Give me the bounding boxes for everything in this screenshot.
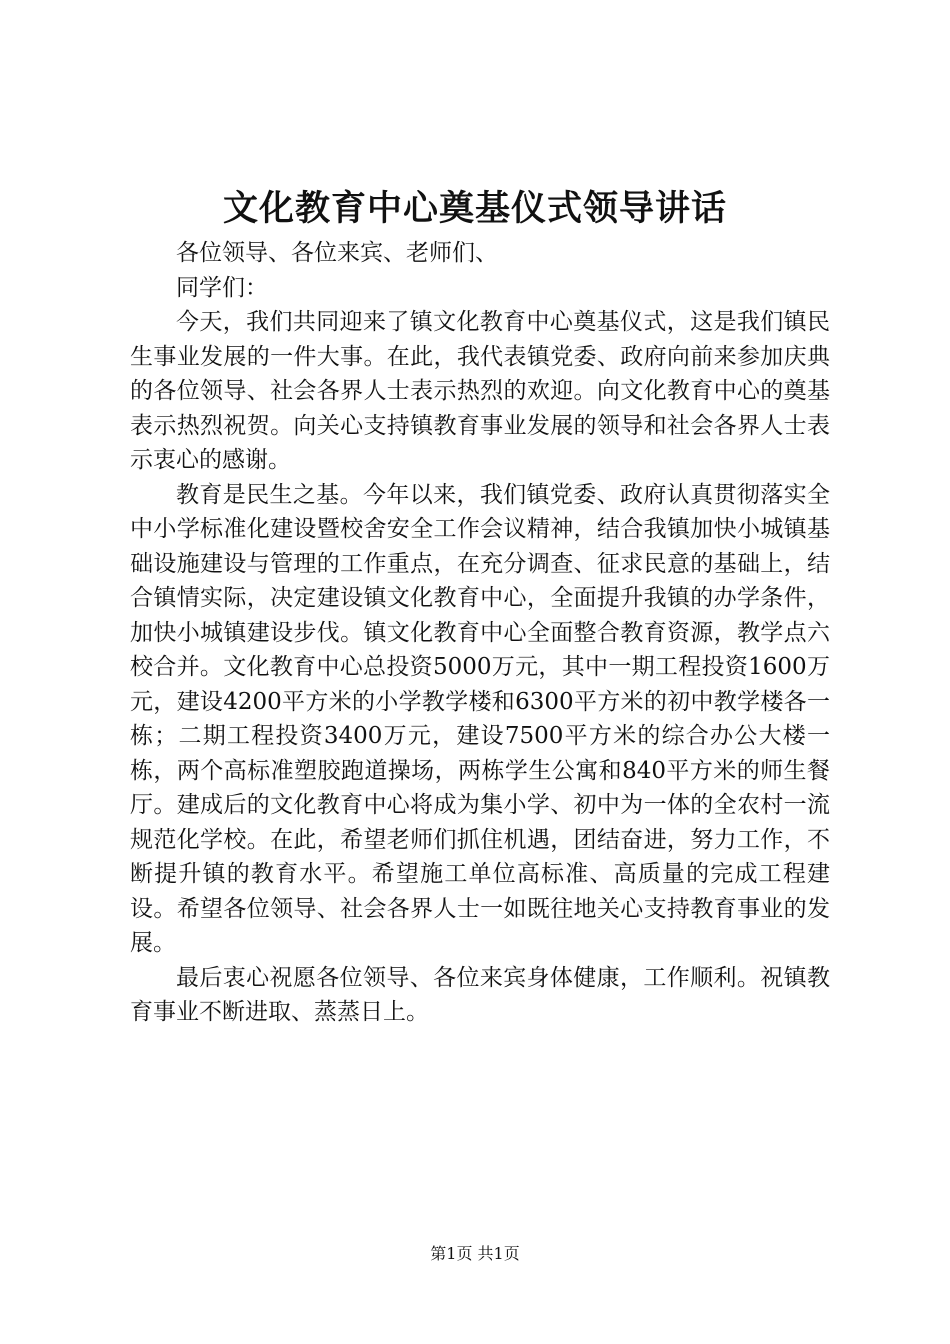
page-footer: 第1页 共1页 <box>430 1244 520 1263</box>
document-title: 文化教育中心奠基仪式领导讲话 <box>222 188 727 229</box>
salutation-line-1: 各位领导、各位来宾、老师们、 <box>176 240 498 266</box>
document-body <box>130 236 830 1030</box>
paragraph-education: 教育是民生之基。今年以来，我们镇党委、政府认真贯彻落实全中小学标准化建设暨校舍安全工作会议精神，结合我镇加快小城镇基础设施建设与管理的工作重点，在充分调查、征求民意的基础上，结合镇情实际，决定建设镇文化教育中心，全面提升我镇的办学条件，加快小城镇建设步伐。镇文化教育中心全面整合教育资源，教学点六校合并。文化教育中心总投资5000万元，其中一期工程投资1600万元，建设4200平方米的小学教学楼和6300平方米的初中教学楼各一栋；二期工程投资3400万元，建设7500平方米的综合办公大楼一栋，两个高标准塑胶跑道操场，两栋学生公寓和840平方米的师生餐厅。建成后的文化教育中心将成为集小学、初中为一体的全农村一流规范化学校。在此，希望老师们抓住机遇，团结奋进，努力工作，不断提升镇的教育水平。希望施工单位高标准、高质量的完成工程建设。希望各位领导、社会各界人士一如既往地关心支持教育事业的发展。 <box>130 481 830 956</box>
paragraph-welcome: 今天，我们共同迎来了镇文化教育中心奠基仪式，这是我们镇民生事业发展的一件大事。在此，我代表镇党委、政府向前来参加庆典的各位领导、社会各界人士表示热烈的欢迎。向文化教育中心的奠基表示热烈祝贺。向关心支持镇教育事业发展的领导和社会各界人士表示衷心的感谢。 <box>130 309 830 473</box>
salutation-line-2: 同学们： <box>176 274 268 301</box>
paragraph-closing: 最后衷心祝愿各位领导、各位来宾身体健康，工作顺利。祝镇教育事业不断进取、蒸蒸日上。 <box>130 964 830 1025</box>
